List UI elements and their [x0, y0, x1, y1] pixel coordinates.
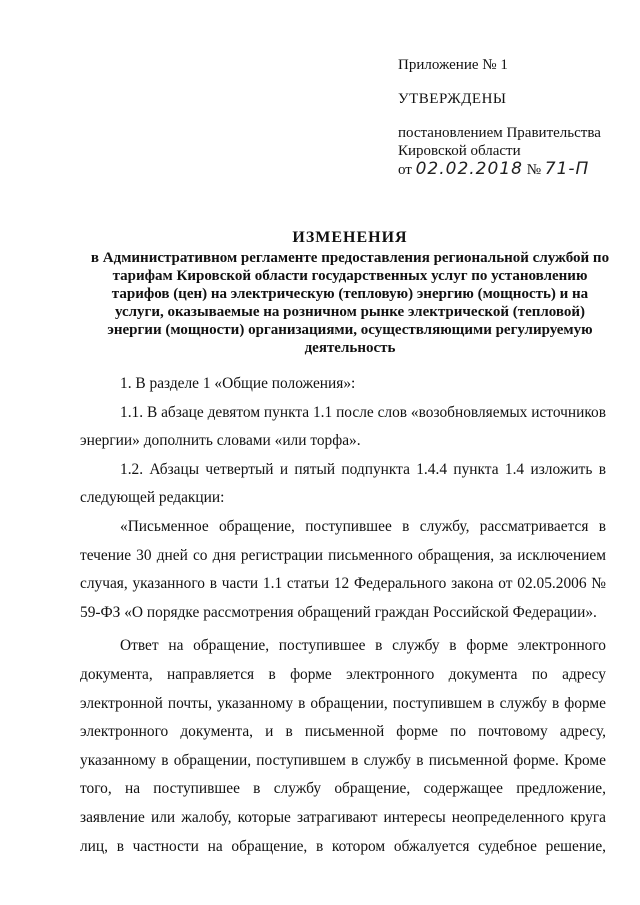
paragraph-answer: Ответ на обращение, поступившее в службу в форме электронного документа, направляется в форме электронного документа по адресу электронной почты, указанному в обращении, поступившем в службу в форме электронного документа, и в письменной форме по почтовому адресу, указанному в обращении, поступившем в службу в письменной форме. Кроме того, на поступившее в службу обращение, содержащее предложение, заявление или жалобу, которые затрагивают интересы неопределенного круга лиц, в частности на обращение, в котором обжалуется судебное решение,: [80, 637, 606, 855]
paragraph-1-2: 1.2. Абзацы четвертый и пятый подпункта 1.4.4 пункта 1.4 изложить в следующей редакции:: [80, 460, 606, 507]
handwritten-date: 02.02.2018: [415, 159, 523, 179]
document-body: [80, 370, 606, 861]
paragraph-1-1: 1.1. В абзаце девятом пункта 1.1 после слов «возобновляемых источников энергии» дополнить словами «или торфа».: [80, 403, 606, 450]
number-prefix: №: [526, 162, 542, 178]
approved-label: УТВЕРЖДЕНЫ: [398, 91, 507, 107]
paragraph-section-1: 1. В разделе 1 «Общие положения»:: [120, 375, 356, 392]
decree-date-line: [398, 160, 630, 179]
decree-line-2: Кировской области: [398, 143, 521, 159]
handwritten-number: 71-П: [544, 159, 590, 179]
approval-block: [398, 56, 630, 179]
paragraph-quote: «Письменное обращение, поступившее в службу, рассматривается в течение 30 дней со дня регистрации письменного обращения, за исключением случая, указанного в части 1.1 статьи 12 Федерального закона от 02.05.2006 № 59-ФЗ «О порядке рассмотрения обращений граждан Российской Федерации».: [80, 517, 606, 621]
decree-line-1: постановлением Правительства: [398, 125, 601, 141]
title-heading: ИЗМЕНЕНИЯ: [292, 229, 408, 246]
date-prefix: от: [398, 162, 412, 178]
title-subtitle: в Административном регламенте предоставления региональной службой по тарифам Кировской области государственных услуг по установлению тарифов (цен) на электрическую (тепловую) энергию (мощность) и на услуги, оказываемые на розничном рынке электрической (тепловой) энергии (мощности) организациями, осуществляющими регулируемую деятельность: [90, 250, 610, 356]
document-title: [88, 229, 612, 357]
appendix-number: Приложение № 1: [398, 57, 508, 73]
